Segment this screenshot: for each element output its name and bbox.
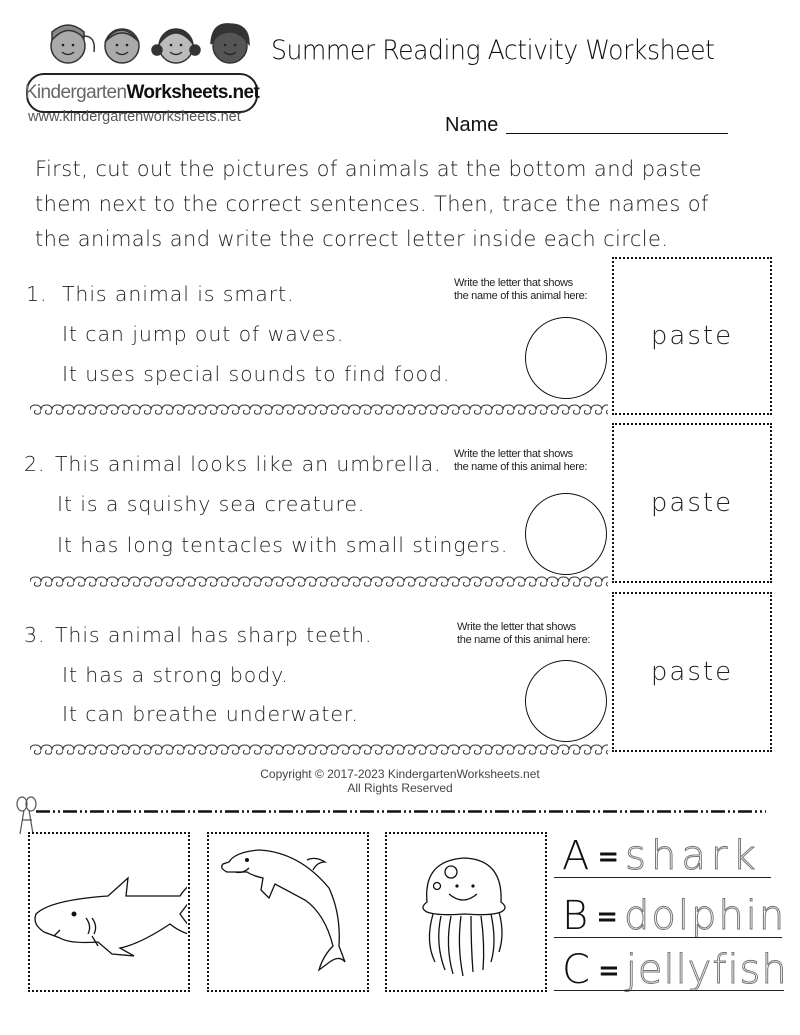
letter-hint: Write the letter that shows the name of this animal here: xyxy=(454,277,588,302)
loop-divider-icon xyxy=(30,404,608,416)
paste-box[interactable] xyxy=(612,592,772,752)
question-line: It has a strong body. xyxy=(62,663,289,687)
equals-sign: = xyxy=(596,902,618,932)
trace-word[interactable]: shark xyxy=(625,833,761,879)
paste-box[interactable] xyxy=(612,257,772,415)
name-field[interactable] xyxy=(506,133,728,134)
question-line: It has long tentacles with small stingers. xyxy=(57,533,509,557)
question-number: 2. xyxy=(24,452,46,476)
question-line: This animal is smart. xyxy=(62,282,295,306)
letter-hint: Write the letter that shows the name of this animal here: xyxy=(457,621,591,646)
paste-box[interactable] xyxy=(612,423,772,583)
paste-label: paste xyxy=(650,321,734,351)
answer-circle[interactable] xyxy=(525,493,607,575)
name-label: Name xyxy=(445,114,499,136)
trace-word[interactable]: dolphin xyxy=(624,893,787,939)
writing-line xyxy=(554,990,784,991)
question-number: 1. xyxy=(26,282,48,306)
answer-row-c xyxy=(562,947,788,993)
kids-logo-icon xyxy=(40,18,250,78)
dolphin-icon xyxy=(209,834,366,989)
question-line: It uses special sounds to find food. xyxy=(62,362,451,386)
writing-line xyxy=(554,877,771,878)
scissors-icon xyxy=(14,796,38,836)
cut-line xyxy=(36,810,766,813)
answer-letter: B xyxy=(562,893,589,939)
site-logo xyxy=(26,18,258,108)
paste-label: paste xyxy=(650,488,734,518)
answer-letter: A xyxy=(562,833,590,879)
instruction-line: the animals and write the correct letter inside each circle. xyxy=(35,227,669,251)
question-line: It is a squishy sea creature. xyxy=(57,492,366,516)
page-title: Summer Reading Activity Worksheet xyxy=(271,35,715,66)
loop-divider-icon xyxy=(30,576,608,588)
shark-icon xyxy=(30,834,187,989)
answer-circle[interactable] xyxy=(525,317,607,399)
jellyfish-icon xyxy=(387,834,544,989)
copyright: Copyright © 2017-2023 KindergartenWorksheets.net All Rights Reserved xyxy=(260,767,540,795)
writing-line xyxy=(554,937,782,938)
equals-sign: = xyxy=(597,956,620,986)
letter-hint: Write the letter that shows the name of this animal here: xyxy=(454,448,588,473)
answer-row-b xyxy=(562,893,787,939)
site-url[interactable]: www.kindergartenworksheets.net xyxy=(28,109,241,125)
answer-letter: C xyxy=(562,947,590,993)
instructions xyxy=(35,152,775,257)
cutout-jellyfish[interactable] xyxy=(385,832,547,992)
answer-row-a xyxy=(562,833,761,879)
cutout-shark[interactable] xyxy=(28,832,190,992)
answer-circle[interactable] xyxy=(525,660,607,742)
trace-word[interactable]: jellyfish xyxy=(625,947,788,993)
equals-sign: = xyxy=(597,842,620,872)
instruction-line: them next to the correct sentences. Then, trace the names of xyxy=(35,192,709,216)
cutout-dolphin[interactable] xyxy=(207,832,369,992)
question-line: It can jump out of waves. xyxy=(62,322,345,346)
paste-label: paste xyxy=(650,657,734,687)
logo-text-bold: Worksheets.net xyxy=(126,82,260,103)
instruction-line: First, cut out the pictures of animals at the bottom and paste xyxy=(35,157,703,181)
question-number: 3. xyxy=(24,623,46,647)
question-line: It can breathe underwater. xyxy=(62,702,359,726)
question-line: This animal has sharp teeth. xyxy=(55,623,373,647)
loop-divider-icon xyxy=(30,744,608,756)
logo-banner xyxy=(26,73,258,113)
question-line: This animal looks like an umbrella. xyxy=(55,452,442,476)
logo-text-light: Kindergarten xyxy=(24,82,127,103)
